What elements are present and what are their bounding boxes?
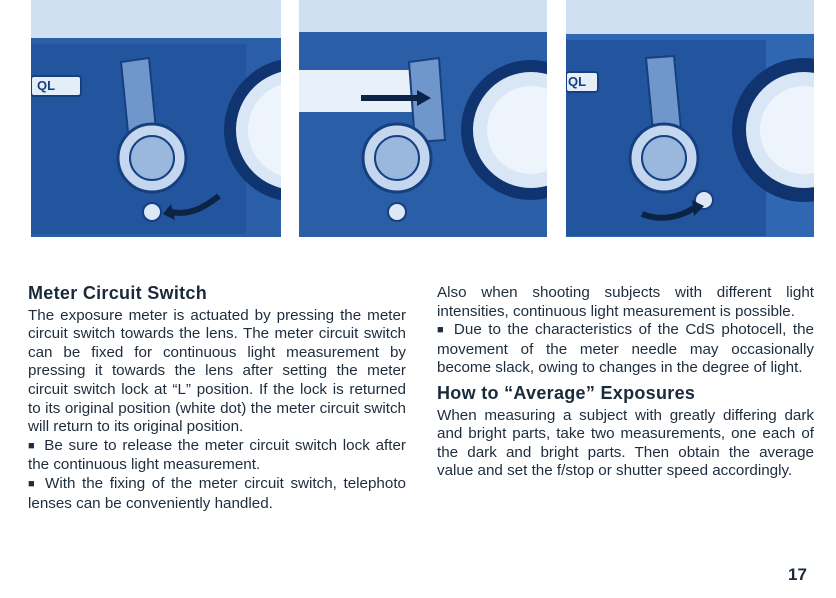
page-number: 17 — [788, 565, 807, 584]
ql-badge: QL — [37, 78, 56, 93]
paragraph: When measuring a subject with greatly differing dark and bright parts, take two measurements, one each of the dark and bright parts. Then obtain the average value and set the f/stop or shutter speed accordingly. — [437, 406, 814, 480]
bullet-item: ■ Be sure to release the meter circuit switch lock after the continuous light measurement. — [28, 437, 406, 475]
paragraph: Also when shooting subjects with different light intensities, continuous light measurement is possible. — [437, 284, 814, 320]
bullet-item: ■ Due to the characteristics of the CdS photocell, the movement of the meter needle may occasionally become slack, owing to changes in the degree of light. — [437, 321, 814, 378]
section-heading-meter-circuit-switch: Meter Circuit Switch — [28, 283, 208, 303]
right-column — [437, 284, 814, 481]
bullet-item: ■ With the fixing of the meter circuit switch, telephoto lenses can be conveniently handled. — [28, 475, 406, 513]
photo-switch-lock-released — [566, 0, 814, 237]
left-column — [28, 284, 406, 513]
photo-meter-switch-lock — [31, 0, 281, 237]
ql-badge: QL — [568, 74, 587, 89]
section-heading-average-exposures: How to “Average” Exposures — [437, 382, 696, 403]
photo-pressing-switch — [299, 0, 547, 237]
paragraph: The exposure meter is actuated by pressing the meter circuit switch towards the lens. The meter circuit switch can be fixed for continuous light measurement by pressing it towards the lens after setting the meter circuit switch lock at “L” position. If the lock is returned to its original position (white dot) the meter circuit switch will return to its original position. — [28, 306, 406, 436]
